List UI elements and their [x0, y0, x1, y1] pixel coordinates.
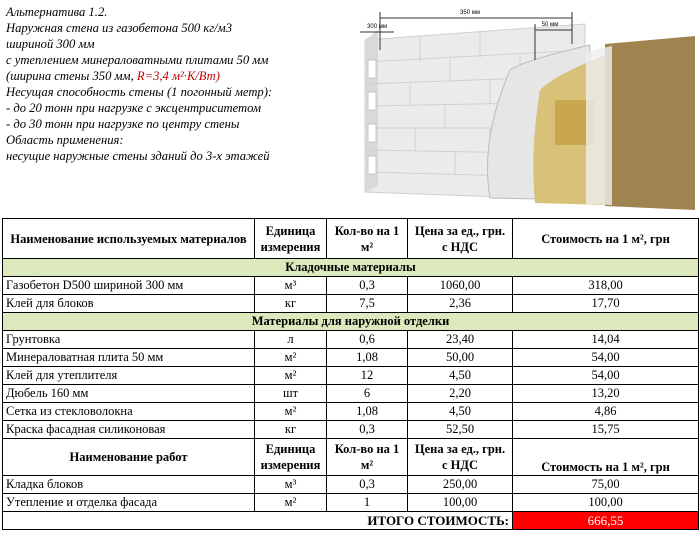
table-row: Сетка из стекловолокна м² 1,08 4,50 4,86 [3, 403, 699, 421]
wall-section-illustration [350, 0, 700, 210]
col-cost-header: Стоимость на 1 м², грн [513, 219, 699, 259]
works-price-header: Цена за ед., грн. с НДС [408, 439, 513, 476]
works-cost-header: Стоимость на 1 м², грн [513, 439, 699, 476]
section-finishing: Материалы для наружной отделки [3, 313, 699, 331]
works-unit-header: Единица измерения [255, 439, 327, 476]
wall-width: (ширина стены 350 мм, [6, 69, 134, 83]
works-name-header: Наименование работ [3, 439, 255, 476]
intro-text [6, 4, 336, 164]
intro-line: с утеплением минераловатными плитами 50 мм [6, 53, 269, 67]
intro-line: шириной 300 мм [6, 37, 95, 51]
intro-line: - до 20 тонн при нагрузке с эксцентриситетом [6, 101, 261, 115]
table-row: Газобетон D500 шириной 300 мм м³ 0,3 1060,00 318,00 [3, 277, 699, 295]
works-qty-header: Кол-во на 1 м² [327, 439, 408, 476]
table-row: Клей для блоков кг 7,5 2,36 17,70 [3, 295, 699, 313]
intro-line: несущие наружные стены зданий до 3-х этажей [6, 149, 270, 163]
total-row [3, 512, 699, 530]
col-qty-header: Кол-во на 1 м² [327, 219, 408, 259]
section-masonry: Кладочные материалы [3, 259, 699, 277]
table-row: Дюбель 160 мм шт 6 2,20 13,20 [3, 385, 699, 403]
total-label: ИТОГО СТОИМОСТЬ: [3, 512, 513, 530]
dim-50: 50 мм [541, 22, 559, 28]
col-name-header: Наименование используемых материалов [3, 219, 255, 259]
total-value: 666,55 [513, 512, 699, 530]
cost-table [2, 218, 699, 530]
table-row: Минераловатная плита 50 мм м² 1,08 50,00 54,00 [3, 349, 699, 367]
intro-line: Область применения: [6, 133, 124, 147]
alt-title: Альтернатива 1.2. [6, 5, 108, 19]
facade-render [605, 36, 695, 210]
table-row: Кладка блоков м³ 0,3 250,00 75,00 [3, 476, 699, 494]
intro-line [6, 68, 336, 84]
dim-300: 300 мм [367, 24, 387, 30]
works-header [3, 439, 699, 476]
r-value: R=3,4 м²·К/Вт) [136, 69, 220, 83]
table-row: Краска фасадная силиконовая кг 0,3 52,50 15,75 [3, 421, 699, 439]
intro-line: - до 30 тонн при нагрузке по центру стены [6, 117, 240, 131]
table-row: Грунтовка л 0,6 23,40 14,04 [3, 331, 699, 349]
intro-line: Наружная стена из газобетона 500 кг/м3 [6, 21, 232, 35]
intro-line: Несущая способность стены (1 погонный метр): [6, 85, 273, 99]
col-price-header: Цена за ед., грн. с НДС [408, 219, 513, 259]
dim-350: 350 мм [460, 10, 480, 16]
col-unit-header: Единица измерения [255, 219, 327, 259]
table-row: Клей для утеплителя м² 12 4,50 54,00 [3, 367, 699, 385]
table-header [3, 219, 699, 259]
table-row: Утепление и отделка фасада м² 1 100,00 100,00 [3, 494, 699, 512]
